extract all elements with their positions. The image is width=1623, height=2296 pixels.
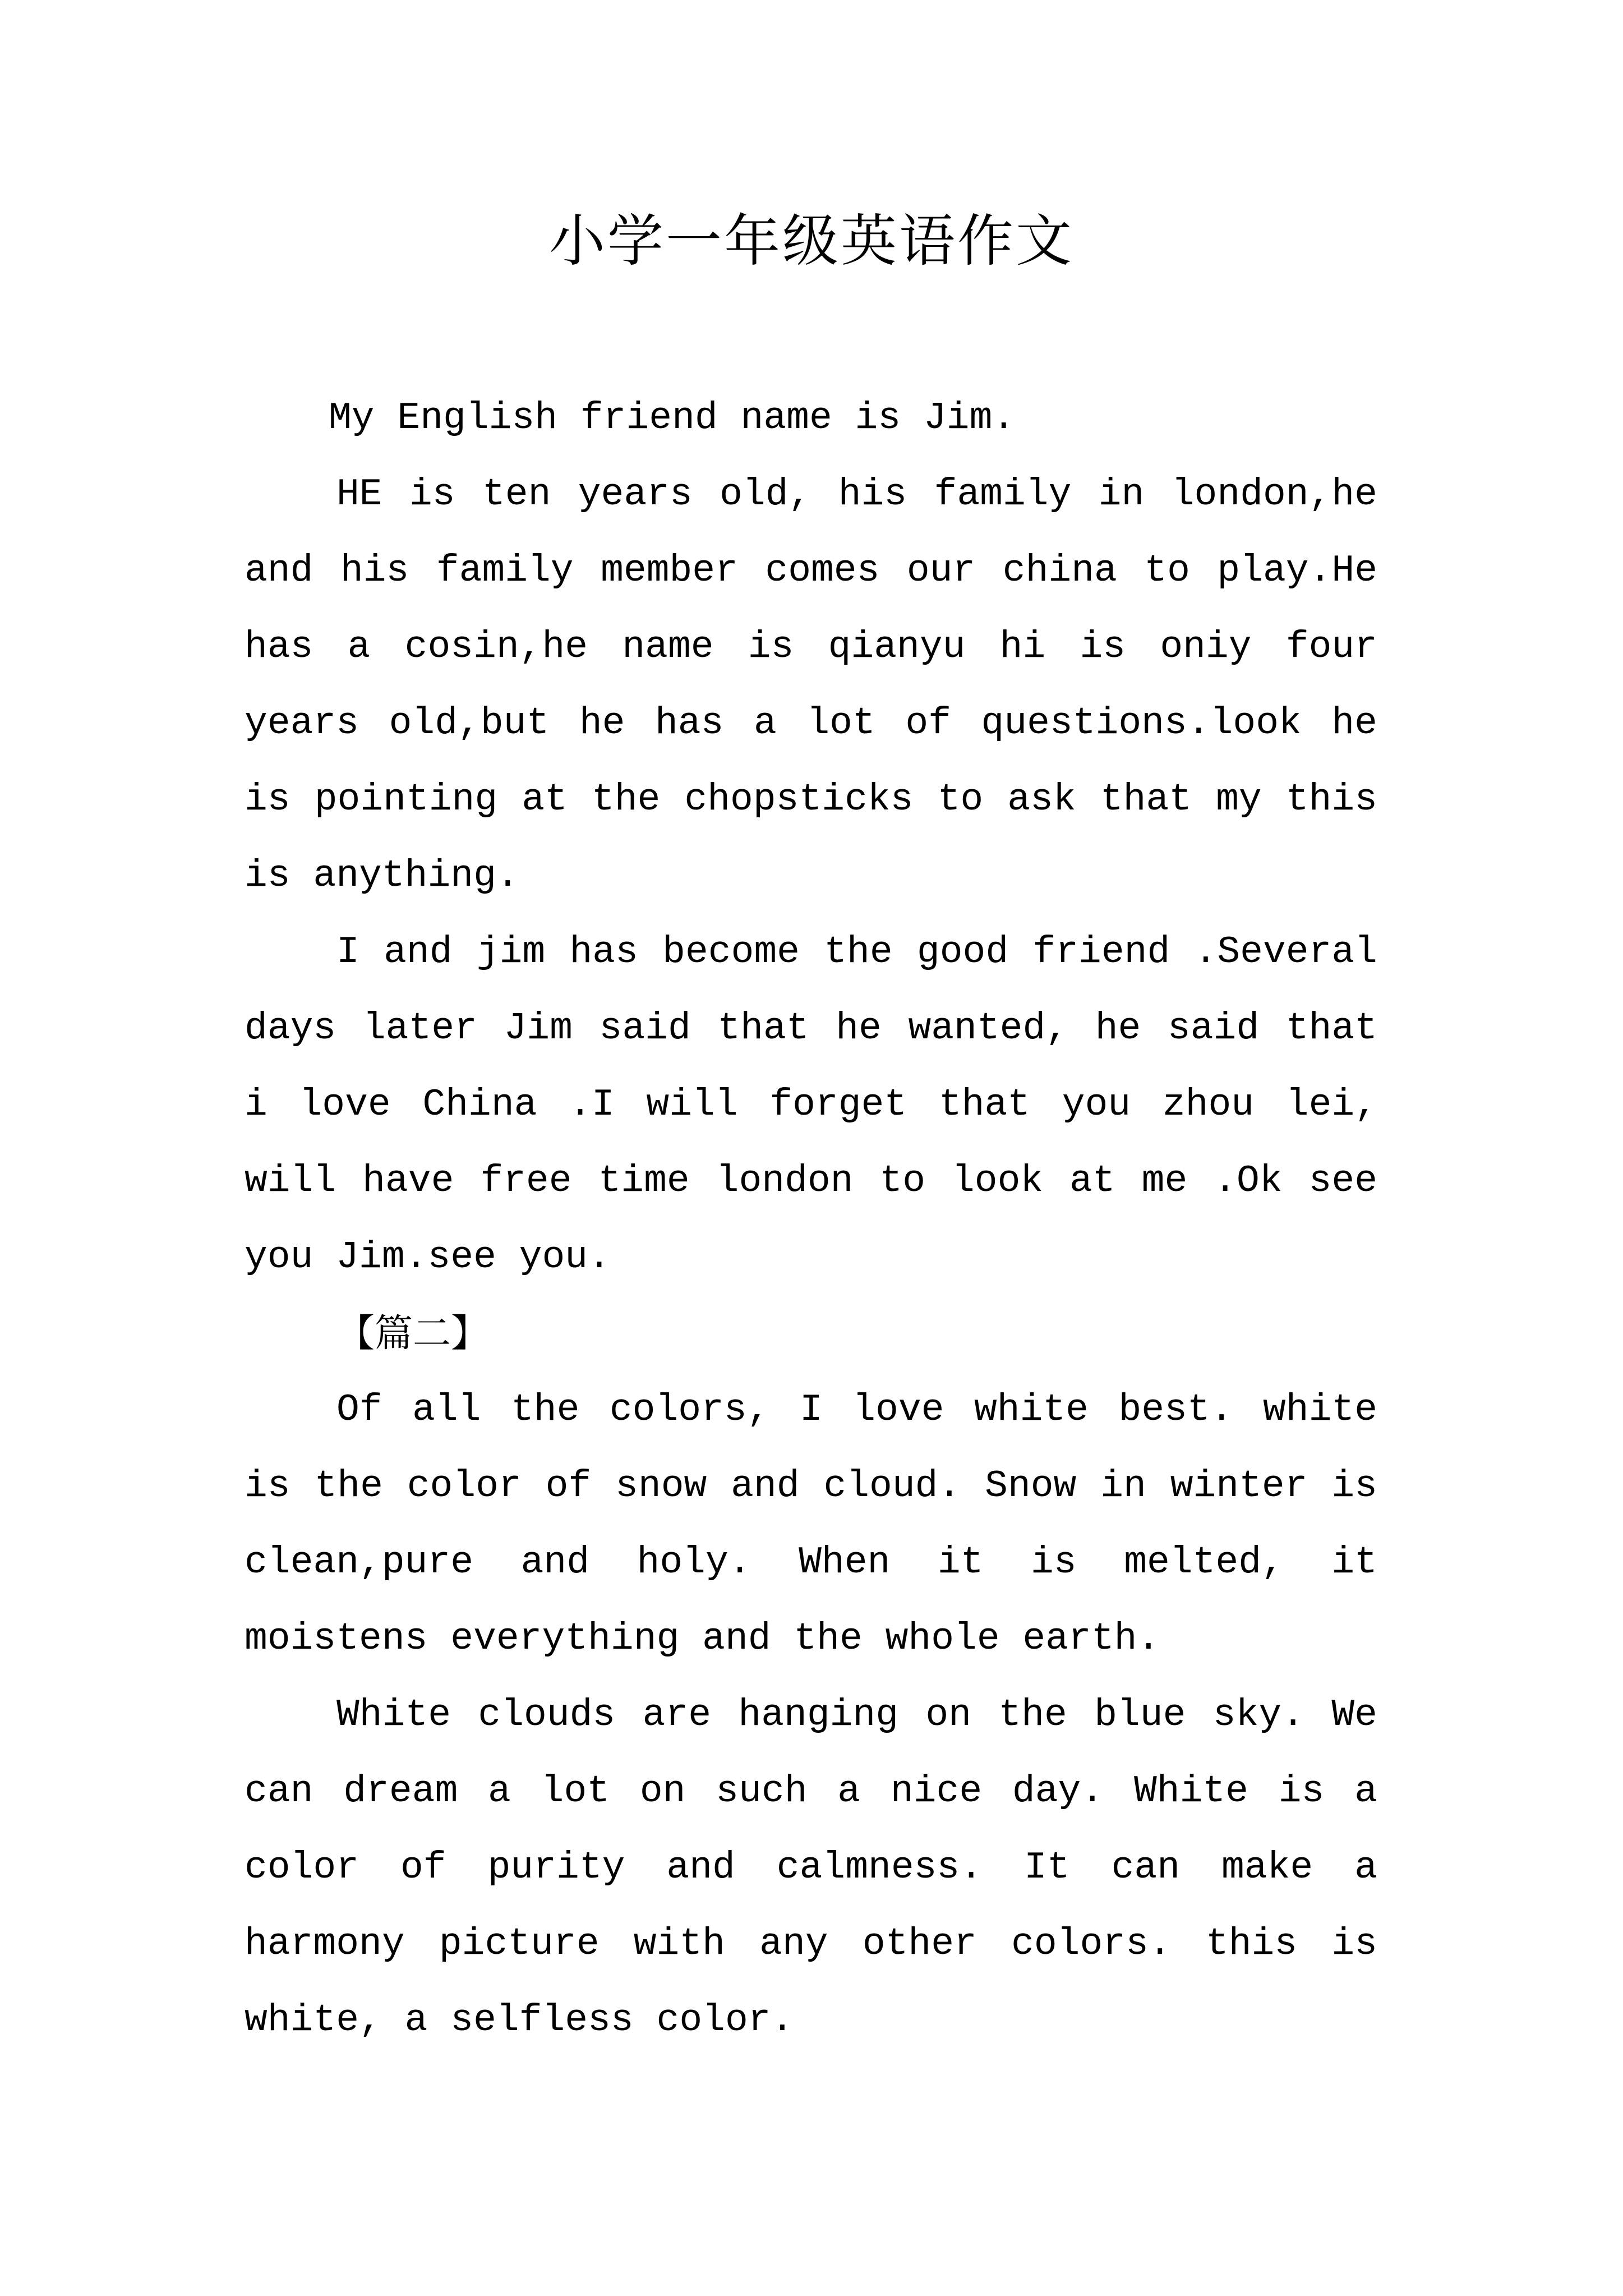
paragraph-white-clouds: White clouds are hanging on the blue sky. We can dream a lot on such a nice day. White is a color of purity and calmness. It can make a harmony picture with any other colors. this is white, a selfless color. (245, 1694, 1377, 2042)
document-body (245, 380, 1377, 2059)
paragraph-intro: My English friend name is Jim. (329, 397, 1016, 440)
section-heading: 【篇二】 (336, 1312, 490, 1356)
paragraph-jim-family: HE is ten years old, his family in london,he and his family member comes our china to play.He has a cosin,he name is qianyu hi is oniy four years old,but he has a lot of questions.look he is pointing at the chopsticks to ask that my this is anything. (245, 473, 1377, 898)
paragraph-friendship: I and jim has become the good friend .Several days later Jim said that he wanted, he said that i love China .I will forget that you zhou lei, will have free time london to look at me .Ok see you Jim.see you. (245, 931, 1377, 1279)
paragraph-white-snow: Of all the colors, I love white best. white is the color of snow and cloud. Snow in winter is clean,pure and holy. When it is melted, it moistens everything and the whole earth. (245, 1388, 1377, 1660)
document-title: 小学一年级英语作文 (549, 208, 1074, 274)
